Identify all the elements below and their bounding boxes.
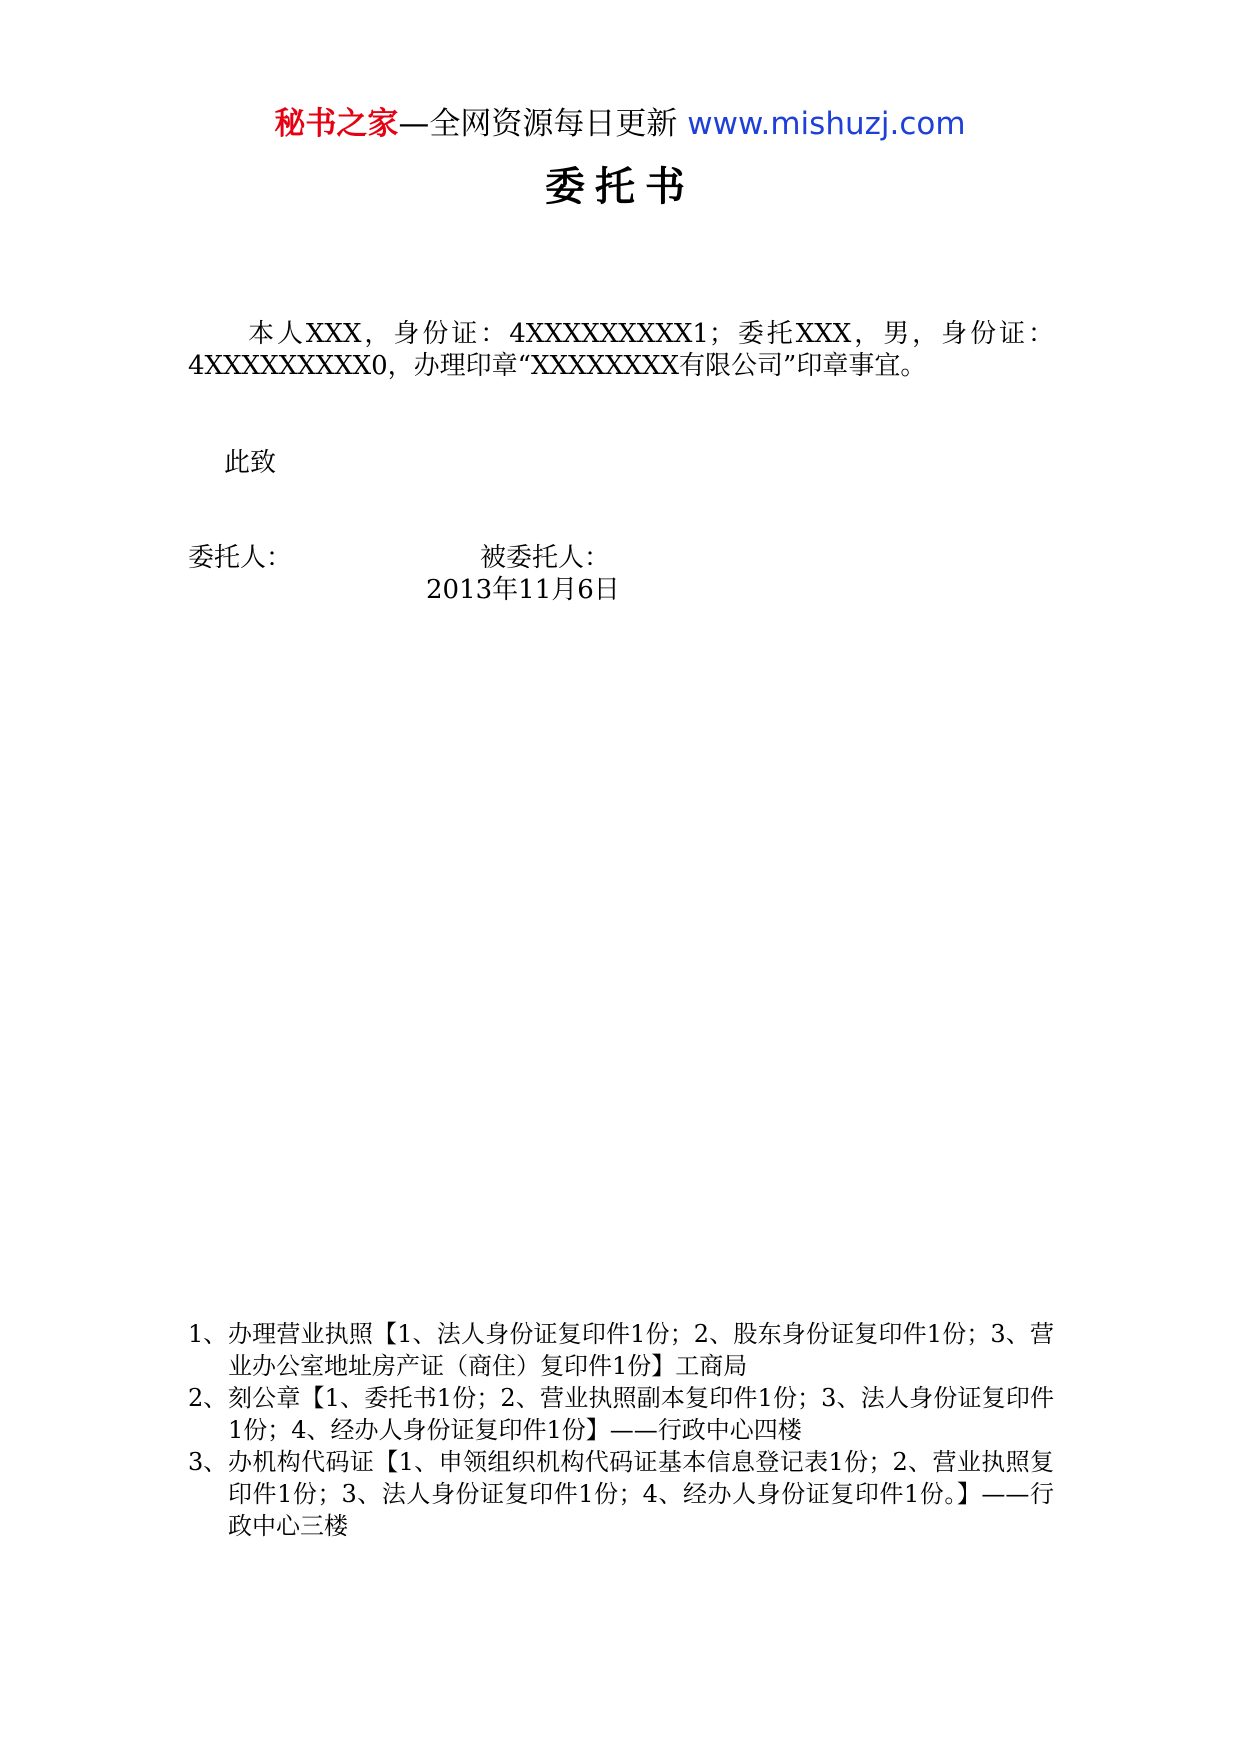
site-slogan: —全网资源每日更新 (398, 106, 678, 142)
list-item-text: 办理营业执照【1、法人身份证复印件1份；2、股东身份证复印件1份；3、营业办公室地址房产证（商住）复印件1份】工商局 (228, 1320, 1054, 1380)
document-title: 委托书 (545, 164, 695, 210)
site-header (0, 104, 1240, 144)
delegator-label: 委托人： (188, 543, 293, 573)
site-brand: 秘书之家 (274, 106, 399, 142)
site-url-link[interactable]: www.mishuzj.com (687, 106, 966, 142)
list-item-number: 1、 (188, 1320, 228, 1348)
delegatee-label: 被委托人： (480, 543, 611, 573)
list-item-text: 办机构代码证【1、申领组织机构代码证基本信息登记表1份；2、营业执照复印件1份；3、法人身份证复印件1份；4、经办人身份证复印件1份。】——行政中心三楼 (228, 1448, 1054, 1540)
list-item (188, 1382, 1054, 1446)
list-item-text: 刻公章【1、委托书1份；2、营业执照副本复印件1份；3、法人身份证复印件1份；4、经办人身份证复印件1份】——行政中心四楼 (228, 1384, 1054, 1444)
document-date: 2013年11月6日 (426, 575, 620, 605)
list-item (188, 1446, 1054, 1542)
list-item-number: 2、 (188, 1384, 228, 1412)
notes-list (188, 1318, 1054, 1542)
list-item (188, 1318, 1054, 1382)
signature-row (188, 542, 1054, 574)
authorization-paragraph: 本人XXX，身份证：4XXXXXXXXX1；委托XXX，男，身份证：4XXXXXXXXX0，办理印章“XXXXXXXX有限公司”印章事宜。 (188, 319, 1054, 381)
closing-phrase: 此致 (224, 448, 277, 478)
list-item-number: 3、 (188, 1448, 228, 1476)
